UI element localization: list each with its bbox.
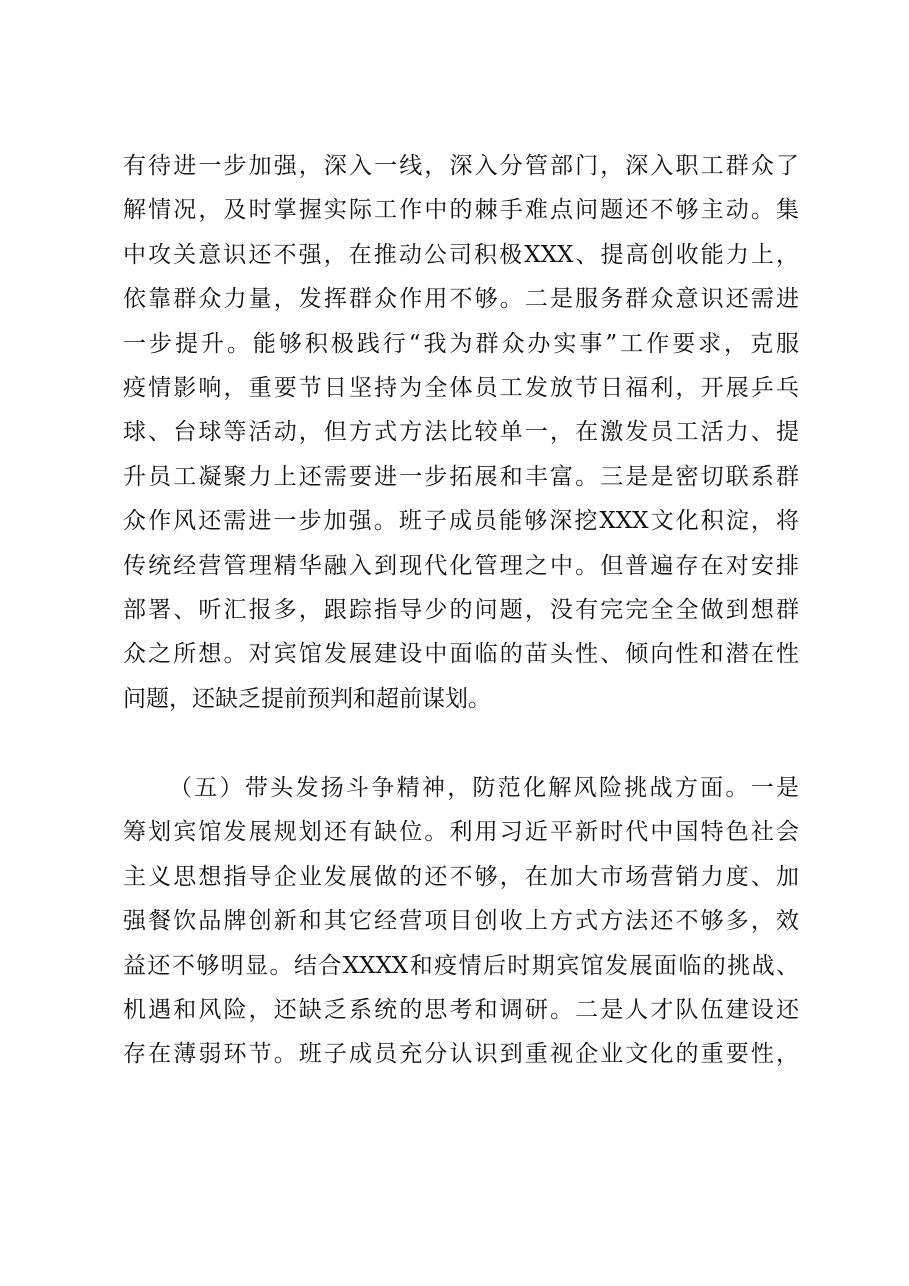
text-line: 存在薄弱环节。班子成员充分认识到重视企业文化的重要性，: [123, 1041, 799, 1068]
text-line: 强餐饮品牌创新和其它经营项目创收上方式方法还不够多，效: [123, 908, 799, 935]
paragraph-self-review-continued: [123, 144, 799, 721]
text-line: 机遇和风险，还缺乏系统的思考和调研。二是人才队伍建设还: [123, 996, 799, 1023]
text-line: 众之所想。对宾馆发展建设中面临的苗头性、倾向性和潜在性: [123, 641, 799, 668]
text-line: 疫情影响，重要节日坚持为全体员工发放节日福利，开展乒乓: [123, 374, 799, 401]
text-line: 中攻关意识还不强，在推动公司积极XXX、提高创收能力上，: [123, 241, 799, 268]
text-line: 传统经营管理精华融入到现代化管理之中。但普遍存在对安排: [123, 552, 799, 579]
text-line: 球、台球等活动，但方式方法比较单一，在激发员工活力、提: [123, 419, 799, 446]
text-line: 主义思想指导企业发展做的还不够，在加大市场营销力度、加: [123, 863, 799, 890]
text-line: 解情况，及时掌握实际工作中的棘手难点问题还不够主动。集: [123, 197, 799, 224]
paragraph-section-five: [123, 766, 799, 1077]
text-line: 有待进一步加强，深入一线，深入分管部门，深入职工群众了: [123, 153, 799, 179]
text-line: 众作风还需进一步加强。班子成员能够深挖XXX文化积淀，将: [123, 508, 799, 535]
section-heading-line: （五）带头发扬斗争精神，防范化解风险挑战方面。一是: [169, 775, 799, 801]
text-line: 一步提升。能够积极践行“我为群众办实事”工作要求，克服: [123, 330, 799, 357]
text-line: 筹划宾馆发展规划还有缺位。利用习近平新时代中国特色社会: [123, 819, 799, 846]
text-line: 依靠群众力量，发挥群众作用不够。二是服务群众意识还需进: [123, 286, 799, 313]
text-line: 升员工凝聚力上还需要进一步拓展和丰富。三是是密切联系群: [123, 463, 799, 490]
text-line: 部署、听汇报多，跟踪指导少的问题，没有完完全全做到想群: [123, 596, 799, 623]
text-line: 益还不够明显。结合XXXX和疫情后时期宾馆发展面临的挑战、: [123, 952, 799, 979]
text-line: 问题，还缺乏提前预判和超前谋划。: [123, 685, 491, 712]
